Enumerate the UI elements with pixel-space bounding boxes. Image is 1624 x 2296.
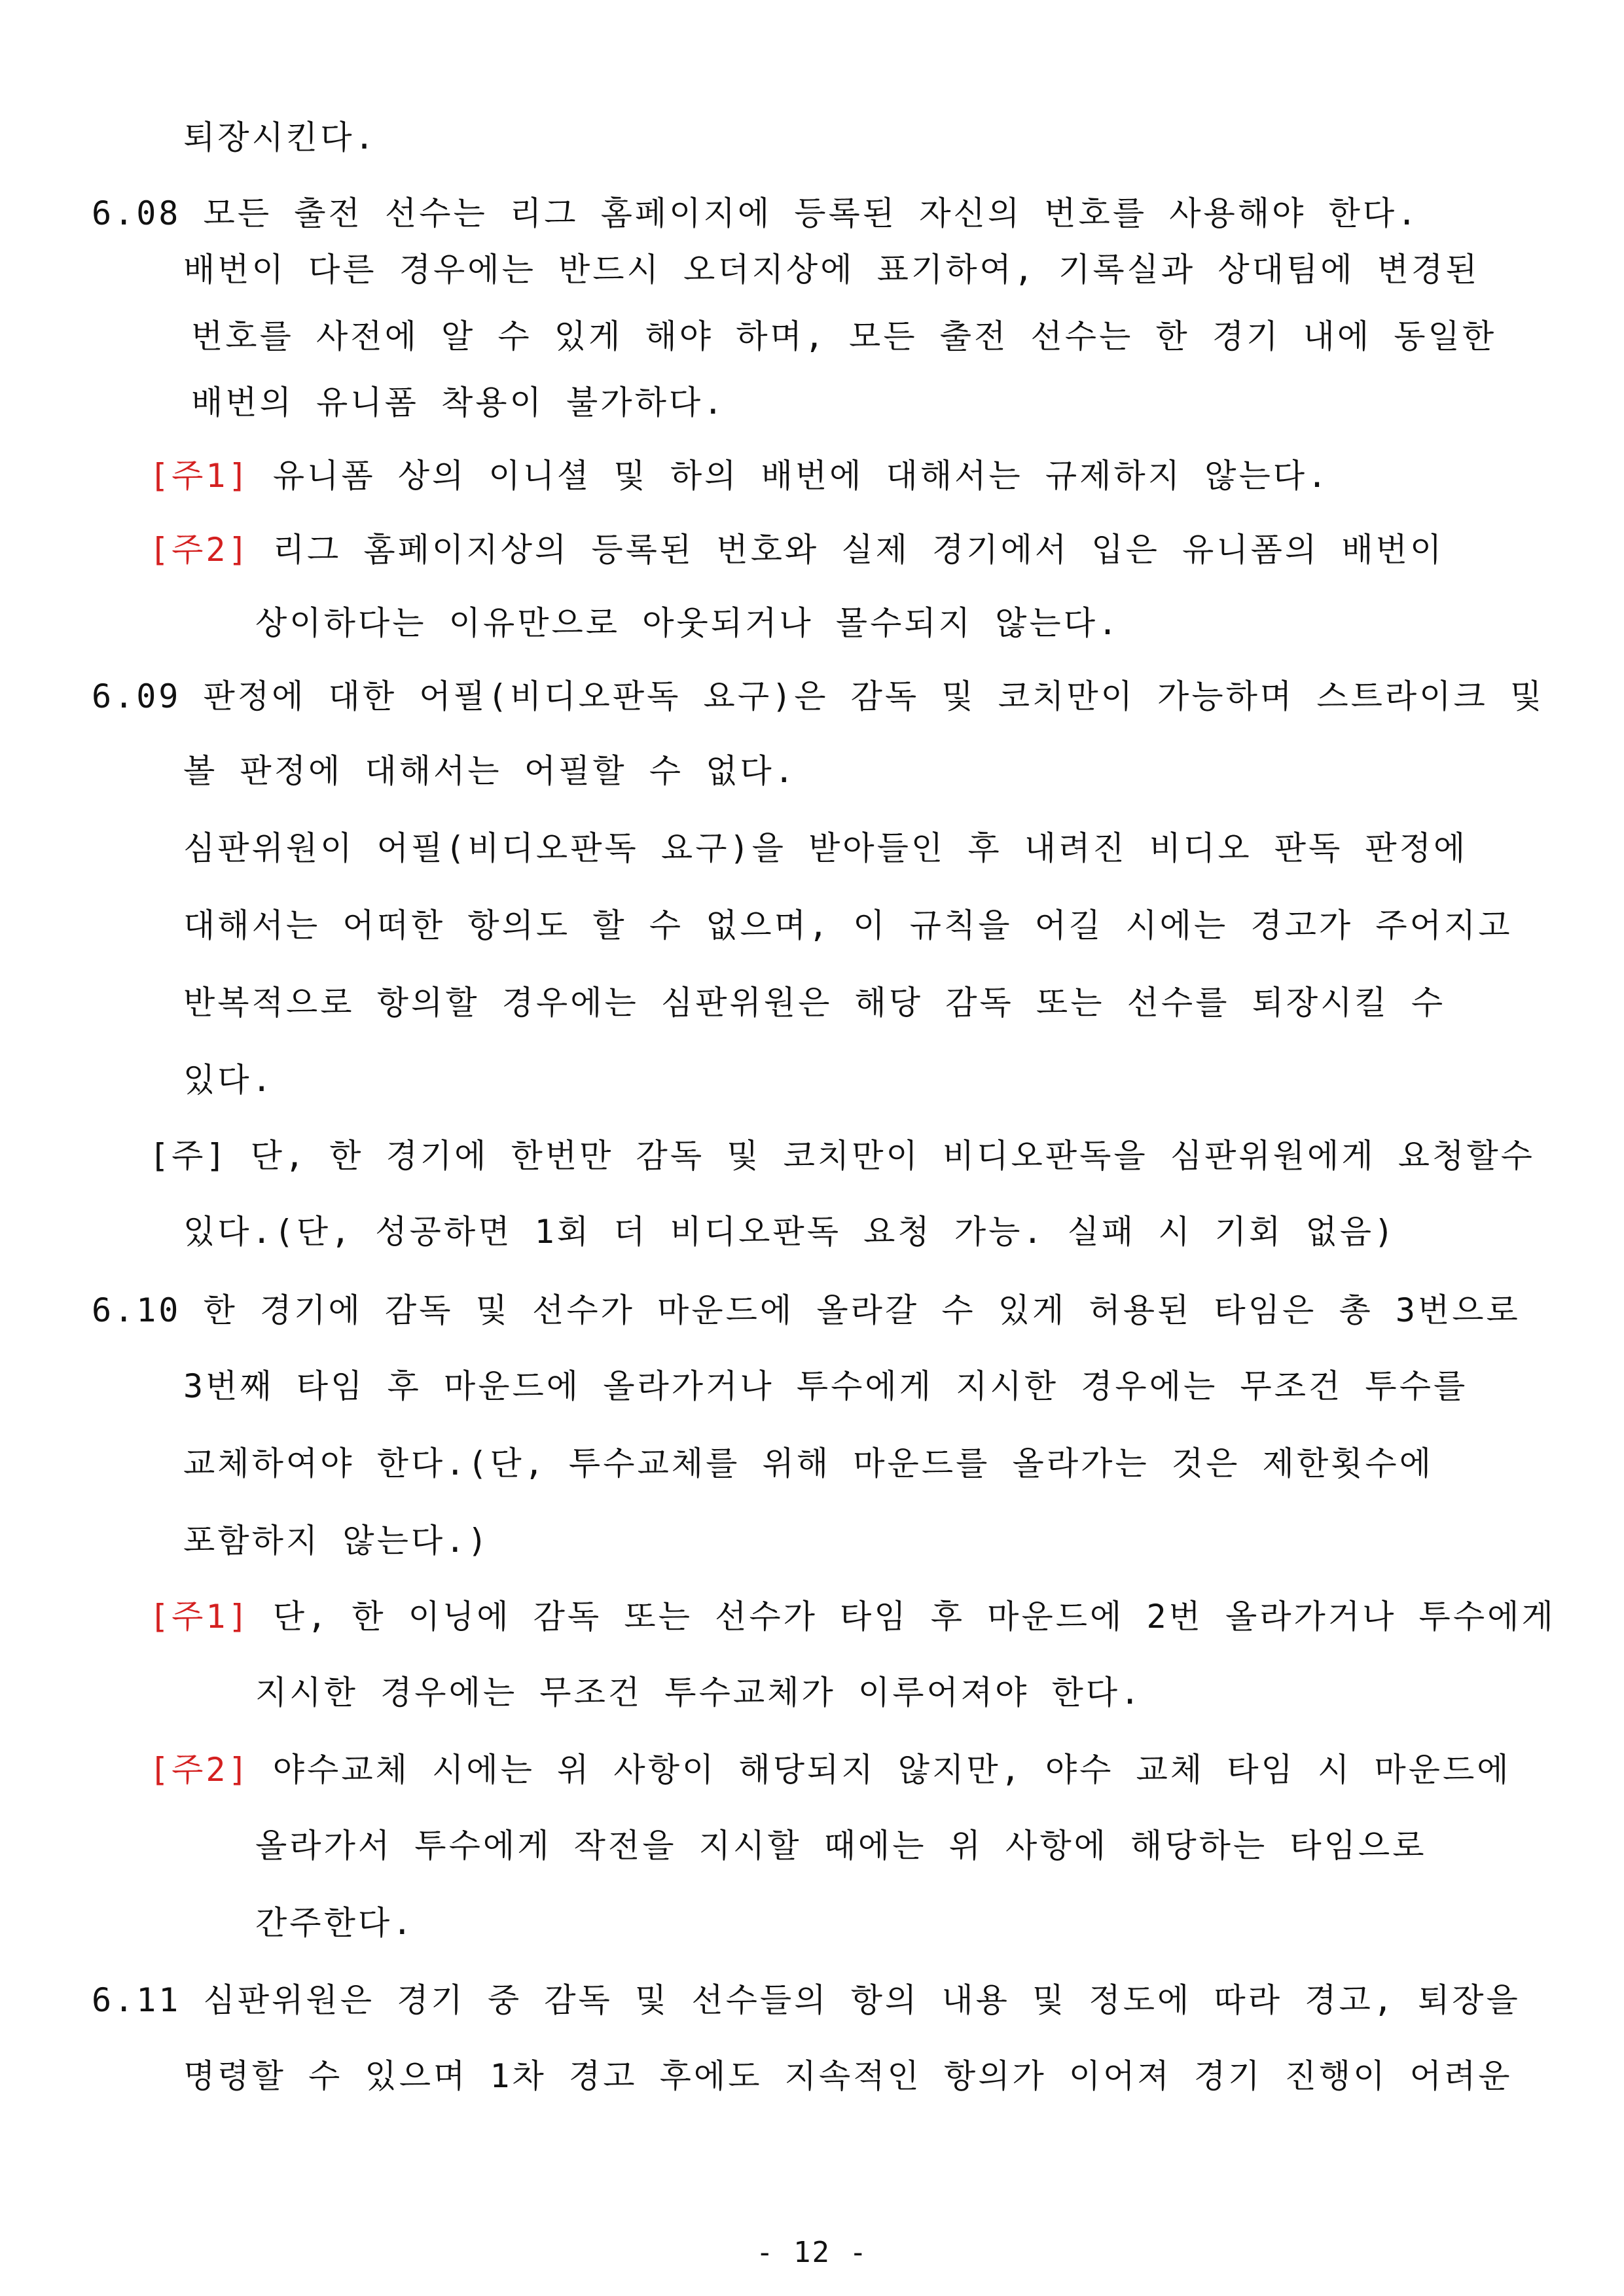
text-line: 있다.(단, 성공하면 1회 더 비디오판독 요청 가능. 실패 시 기회 없음) (183, 1213, 1397, 1251)
text-line: 있다. (183, 1061, 274, 1099)
section-6-09-heading: 6.09 판정에 대한 어필(비디오판독 요구)은 감독 및 코치만이 가능하며 스트라이크 및 (92, 677, 1545, 715)
section-6-11-heading: 6.11 심판위원은 경기 중 감독 및 선수들의 항의 내용 및 정도에 따라 경고, 퇴장을 (92, 1981, 1521, 2019)
text-line: 볼 판정에 대해서는 어필할 수 없다. (183, 752, 797, 790)
note-text: 야수교체 시에는 위 사항이 해당되지 않지만, 야수 교체 타임 시 마운드에 (272, 1751, 1511, 1789)
text-line: 3번째 타임 후 마운드에 올라가거나 투수에게 지시한 경우에는 무조건 투수를 (183, 1367, 1468, 1405)
note-tag: [주1] (149, 1598, 251, 1636)
text-line: 배번의 유니폼 착용이 불가하다. (191, 384, 726, 422)
note-line (149, 456, 1329, 495)
text-line: 올라가서 투수에게 작전을 지시할 때에는 위 사항에 해당하는 타임으로 (255, 1827, 1427, 1865)
text-line: 퇴장시킨다. (183, 118, 377, 156)
text-line: 배번이 다른 경우에는 반드시 오더지상에 표기하여, 기록실과 상대팀에 변경된 (183, 251, 1480, 289)
note-line (149, 530, 1444, 569)
note-tag: [주2] (149, 531, 251, 569)
text-line: 포함하지 않는다.) (183, 1522, 490, 1560)
text-line: 명령할 수 있으며 1차 경고 후에도 지속적인 항의가 이어져 경기 진행이 어려운 (183, 2057, 1513, 2095)
section-6-10-heading: 6.10 한 경기에 감독 및 선수가 마운드에 올라갈 수 있게 허용된 타임은 총 3번으로 (92, 1291, 1521, 1329)
note-text: 리그 홈페이지상의 등록된 번호와 실제 경기에서 입은 유니폼의 배번이 (272, 531, 1445, 569)
text-line: 심판위원이 어필(비디오판독 요구)을 받아들인 후 내려진 비디오 판독 판정에 (183, 829, 1468, 867)
text-line: 간주한다. (255, 1904, 415, 1942)
page-number: - 12 - (756, 2236, 868, 2269)
note-line: [주] 단, 한 경기에 한번만 감독 및 코치만이 비디오판독을 심판위원에게 요청할수 (149, 1137, 1535, 1175)
section-6-08-heading: 6.08 모든 출전 선수는 리그 홈페이지에 등록된 자신의 번호를 사용해야 한다. (92, 194, 1420, 232)
text-line: 지시한 경우에는 무조건 투수교체가 이루어져야 한다. (255, 1674, 1143, 1712)
note-text: 단, 한 이닝에 감독 또는 선수가 타임 후 마운드에 2번 올라가거나 투수에게 (272, 1598, 1556, 1636)
note-line (149, 1597, 1556, 1636)
text-line: 대해서는 어떠한 항의도 할 수 없으며, 이 규칙을 어길 시에는 경고가 주어지고 (183, 906, 1513, 944)
note-tag: [주1] (149, 457, 251, 495)
text-line: 반복적으로 항의할 경우에는 심판위원은 해당 감독 또는 선수를 퇴장시킬 수 (183, 984, 1446, 1022)
note-line (149, 1750, 1511, 1789)
text-line: 상이하다는 이유만으로 아웃되거나 몰수되지 않는다. (255, 604, 1121, 642)
text-line: 번호를 사전에 알 수 있게 해야 하며, 모든 출전 선수는 한 경기 내에 동일한 (191, 317, 1497, 355)
note-text: 유니폼 상의 이니셜 및 하의 배번에 대해서는 규제하지 않는다. (272, 457, 1330, 495)
note-tag: [주2] (149, 1751, 251, 1789)
text-line: 교체하여야 한다.(단, 투수교체를 위해 마운드를 올라가는 것은 제한횟수에 (183, 1444, 1434, 1482)
